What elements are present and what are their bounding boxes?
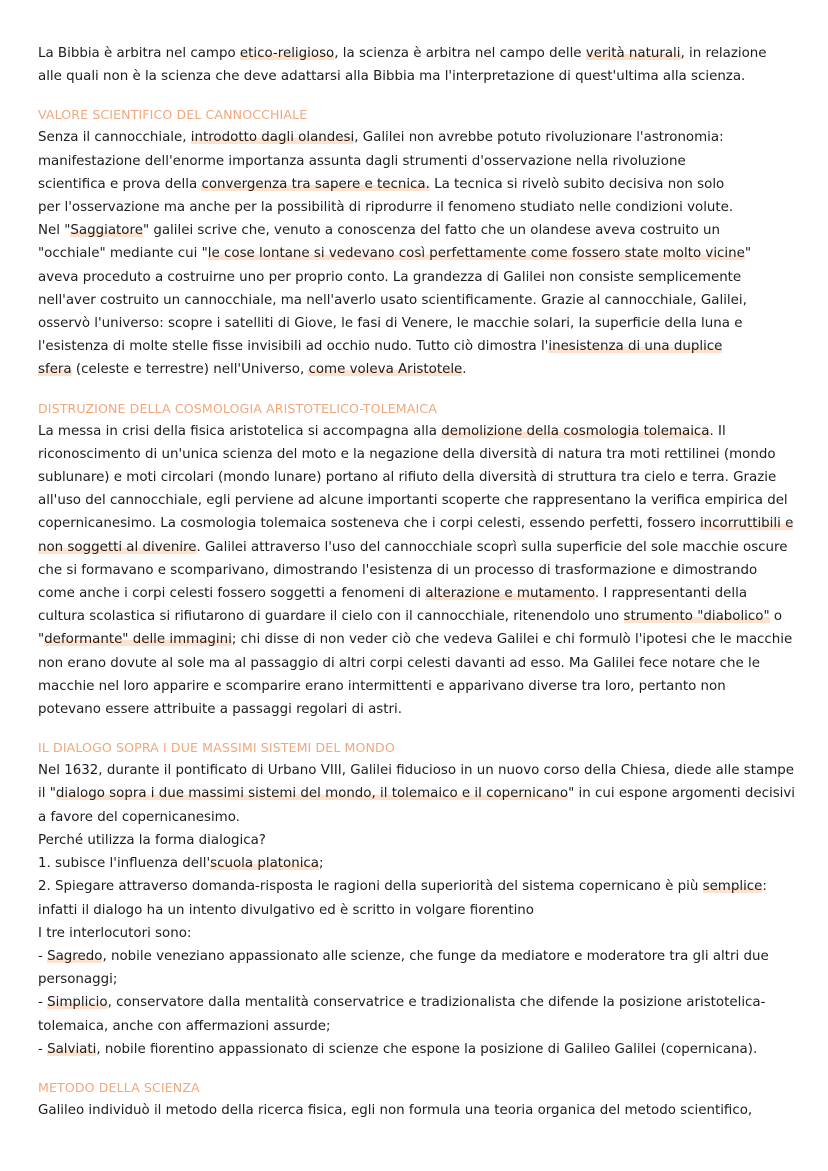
sections-container [38,88,798,1122]
text-line [38,628,798,651]
highlighted-text: introdotto dagli olandesi [190,130,355,146]
text-line [38,899,798,922]
text-segment: . Il [709,423,726,439]
text-segment: cultura scolastica si rifiutarono di guardare il cielo con il cannocchiale, ritenendolo uno [38,609,624,625]
highlighted-text: demolizione della cosmologia tolemaica [441,423,710,439]
text-line [38,512,798,535]
highlighted-text: inesistenza di una duplice [548,339,723,355]
text-segment: - [38,1041,48,1057]
text-line [38,289,798,312]
text-segment: ; chi disse di non veder ciò che vedeva Galilei e chi formulò l'ipotesi che le macchie [231,632,793,648]
text-line [38,675,798,698]
text-segment: Nel 1632, durante il pontificato di Urbano VIII, Galilei fiducioso in un nuovo corso della Chiesa, diede alle stampe [38,763,794,779]
text-line [38,1099,798,1122]
text-line [38,922,798,945]
text-segment: osservò l'universo: scopre i satelliti di Giove, le fasi di Venere, le macchie solari, la superficie della luna e [38,316,743,332]
text-segment: : [762,879,767,895]
text-segment: che si formavano e scomparivano, dimostrando l'esistenza di un processo di trasformazione e dimostrando [38,562,758,578]
text-line [38,605,798,628]
text-segment: riconoscimento di un'unica scienza del moto e la negazione della diversità di natura tra moti rettilinei (mondo [38,446,776,462]
text-segment: 2. Spiegare attraverso domanda-risposta le ragioni della superiorità del sistema copernicano è più [38,879,703,895]
text-segment: infatti il dialogo ha un intento divulgativo ed è scritto in volgare fiorentino [38,902,534,918]
intro-paragraph [38,42,798,88]
text-segment: " galilei scrive che, venuto a conoscenza del fatto che un olandese aveva costruito un [142,223,721,239]
text-segment: , conservatore dalla mentalità conservatrice e tradizionalista che difende la posizione aristotelica- [107,995,766,1011]
text-line [38,875,798,898]
text-line [38,582,798,605]
text-segment: macchie nel loro apparire e scomparire erano intermittenti e apparivano diverse tra loro, pertanto non [38,678,726,694]
text-segment: 1. subisce l'influenza dell' [38,856,211,872]
text-segment: . Galilei attraverso l'uso del cannocchiale scoprì sulla superficie del sole macchie oscure [196,539,788,555]
highlighted-text: convergenza tra sapere e tecnica. [201,176,430,192]
text-line [38,698,798,721]
text-segment: a favore del copernicanesimo. [38,809,240,825]
text-line [38,652,798,675]
highlighted-text: verità naturali [585,46,681,61]
text-segment: " [38,632,45,648]
highlighted-text: Simplicio [47,995,108,1011]
highlighted-text: come voleva Aristotele [308,362,463,378]
text-line [38,829,798,852]
text-segment: - [38,948,48,964]
text-segment: , Galilei non avrebbe potuto rivoluzionare l'astronomia: [354,130,724,146]
text-segment: , nobile veneziano appassionato alle scienze, che funge da mediatore e moderatore tra gli altri due [102,948,769,964]
text-line [38,443,798,466]
text-segment: aveva proceduto a costruirne uno per proprio conto. La grandezza di Galilei non consiste semplicemente [38,269,742,285]
text-line [38,968,798,991]
text-segment: nell'aver costruito un cannocchiale, ma nell'averlo usato scientificamente. Grazie al cannocchiale, Galilei, [38,292,747,308]
text-line [38,358,798,381]
text-segment: il " [38,786,56,802]
text-segment: scientifica e prova della [38,176,202,192]
highlighted-text: dialogo sopra i due massimi sistemi del mondo, il tolemaico e il copernicano [55,786,569,802]
text-line [38,420,798,443]
text-segment: per l'osservazione ma anche per la possibilità di riprodurre il fenomeno studiato nelle condizioni volute. [38,200,734,216]
text-segment: La messa in crisi della fisica aristotelica si accompagna alla [38,423,442,439]
highlighted-text: alterazione e mutamento [425,586,595,602]
text-line [38,312,798,335]
highlighted-text: incorruttibili e [699,516,794,532]
text-line [38,219,798,242]
text-segment: copernicanesimo. La cosmologia tolemaica sosteneva che i corpi celesti, essendo perfetti, fossero [38,516,700,532]
text-segment: alle quali non è la scienza che deve adattarsi alla Bibbia ma l'interpretazione di quest'ultima alla scienza. [38,69,746,85]
highlighted-text: sfera [38,362,72,378]
highlighted-text: Sagredo [47,948,103,964]
text-line [38,150,798,173]
highlighted-text: Saggiatore [70,223,143,239]
text-segment: " in cui espone argomenti decisivi [568,786,796,802]
text-line [38,852,798,875]
text-segment: "occhiale" mediante cui " [38,246,208,262]
text-line [38,536,798,559]
text-line [38,945,798,968]
text-segment: o [769,609,783,625]
section-heading: DISTRUZIONE DELLA COSMOLOGIA ARISTOTELICO-TOLEMAICA [38,400,437,416]
text-line [38,466,798,489]
text-segment: tolemaica, anche con affermazioni assurde; [38,1018,331,1034]
text-line [38,806,798,829]
highlighted-text: non soggetti al divenire [38,539,197,555]
text-segment: Nel " [38,223,71,239]
text-segment: I tre interlocutori sono: [38,925,192,941]
text-segment: . [462,362,467,378]
text-line [38,489,798,512]
text-segment: (celeste e terrestre) nell'Universo, [71,362,309,378]
text-line [38,1015,798,1038]
text-segment: all'uso del cannocchiale, egli perviene ad alcune importanti scoperte che rappresentano la verifica empirica del [38,493,788,509]
text-segment: sublunare) e moti circolari (mondo lunare) portano al rifiuto della diversità di struttura tra cielo e terra. Grazie [38,470,777,486]
text-segment: Perché utilizza la forma dialogica? [38,832,266,848]
highlighted-text: scuola platonica [210,856,320,872]
text-line [38,335,798,358]
section-heading: VALORE SCIENTIFICO DEL CANNOCCHIALE [38,107,308,123]
text-segment: l'esistenza di molte stelle fisse invisibili ad occhio nudo. Tutto ciò dimostra l' [38,339,549,355]
text-line [38,42,798,65]
text-line [38,1038,798,1061]
text-segment: . I rappresentanti della [594,586,748,602]
text-segment: personaggi; [38,972,118,988]
highlighted-text: Salviati [47,1041,97,1057]
text-segment: Galileo individuò il metodo della ricerca fisica, egli non formula una teoria organica del metodo scientifico, [38,1102,753,1118]
text-segment: , la scienza è arbitra nel campo delle [334,46,586,61]
text-segment: - [38,995,48,1011]
text-line [38,266,798,289]
text-segment: ; [319,856,324,872]
text-segment: La Bibbia è arbitra nel campo [38,46,240,61]
section-heading: IL DIALOGO SOPRA I DUE MASSIMI SISTEMI DEL MONDO [38,740,395,756]
text-segment: potevano essere attribuite a passaggi regolari di astri. [38,702,403,718]
text-segment: Senza il cannocchiale, [38,130,191,146]
text-line [38,991,798,1014]
text-segment: , nobile fiorentino appassionato di scienze che espone la posizione di Galileo Galilei (copernicana). [96,1041,758,1057]
text-line [38,65,798,88]
text-segment: come anche i corpi celesti fossero soggetti a fenomeni di [38,586,426,602]
highlighted-text: strumento "diabolico" [623,609,770,625]
text-segment: La tecnica si rivelò subito decisiva non solo [429,176,725,192]
text-segment: non erano dovute al sole ma al passaggio di altri corpi celesti davanti ad esso. Ma Galilei fece notare che le [38,655,760,671]
text-segment: " [744,246,752,262]
text-segment: manifestazione dell'enorme importanza assunta dagli strumenti d'osservazione nella rivoluzione [38,153,686,169]
text-line [38,759,798,782]
highlighted-text: etico-religioso [239,46,335,61]
highlighted-text: le cose lontane si vedevano così perfettamente come fossero state molto vicine [207,246,745,262]
text-line [38,126,798,149]
text-line [38,242,798,265]
text-line [38,196,798,219]
text-line [38,782,798,805]
text-segment: , in relazione [680,46,767,61]
section-heading: METODO DELLA SCIENZA [38,1079,200,1095]
highlighted-text: deformante" delle immagini [44,632,232,648]
highlighted-text: semplice [702,879,763,895]
text-line [38,173,798,196]
text-line [38,559,798,582]
